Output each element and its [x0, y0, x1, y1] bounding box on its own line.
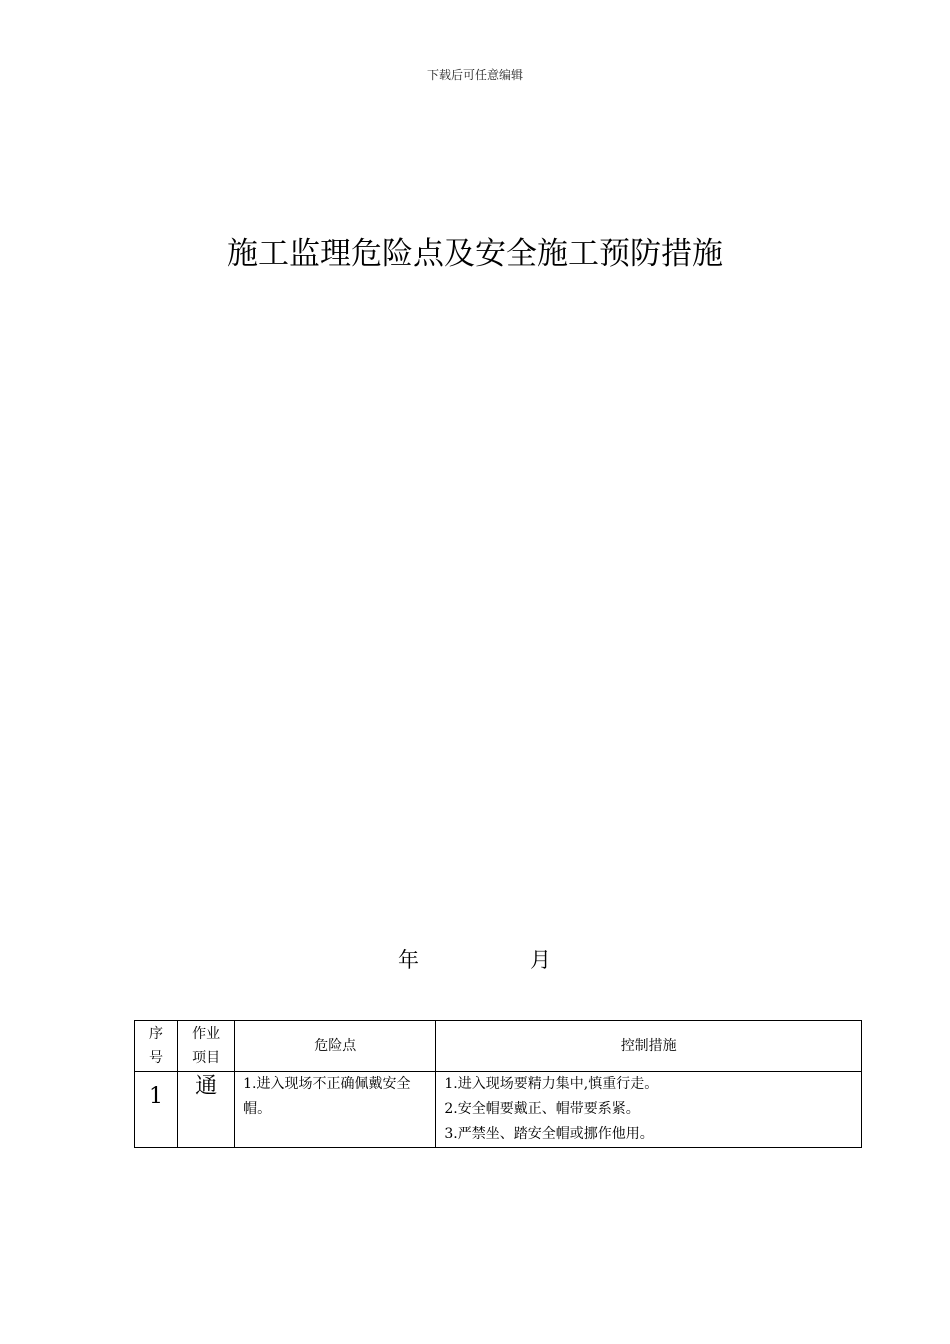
- table-header-row: [135, 1021, 862, 1072]
- month-label: 月: [530, 948, 551, 972]
- header-item-line1: 作业: [192, 1026, 221, 1042]
- header-work-item: [178, 1021, 235, 1072]
- header-note: 下载后可任意编辑: [426, 68, 523, 82]
- year-label: 年: [398, 948, 419, 972]
- row-control-measures: [436, 1072, 862, 1148]
- row-seq: 1: [135, 1072, 178, 1148]
- control-measure-item: 1.进入现场要精力集中,慎重行走。: [444, 1076, 659, 1092]
- header-item-line2: 项目: [192, 1050, 221, 1066]
- header-seq: [135, 1021, 178, 1072]
- header-control-measures: 控制措施: [436, 1021, 862, 1072]
- date-line: [0, 944, 950, 974]
- row-work-item: 通: [178, 1072, 235, 1148]
- header-seq-line2: 号: [149, 1050, 164, 1066]
- row-hazard: 1.进入现场不正确佩戴安全帽。: [235, 1072, 436, 1148]
- hazard-control-table: [134, 1020, 862, 1148]
- control-measure-item: 2.安全帽要戴正、帽带要系紧。: [444, 1101, 640, 1117]
- table-row: [135, 1072, 862, 1148]
- document-title: 施工监理危险点及安全施工预防措施: [227, 236, 723, 272]
- header-seq-line1: 序: [149, 1026, 164, 1042]
- control-measure-item: 3.严禁坐、踏安全帽或挪作他用。: [444, 1126, 654, 1142]
- header-hazard: 危险点: [235, 1021, 436, 1072]
